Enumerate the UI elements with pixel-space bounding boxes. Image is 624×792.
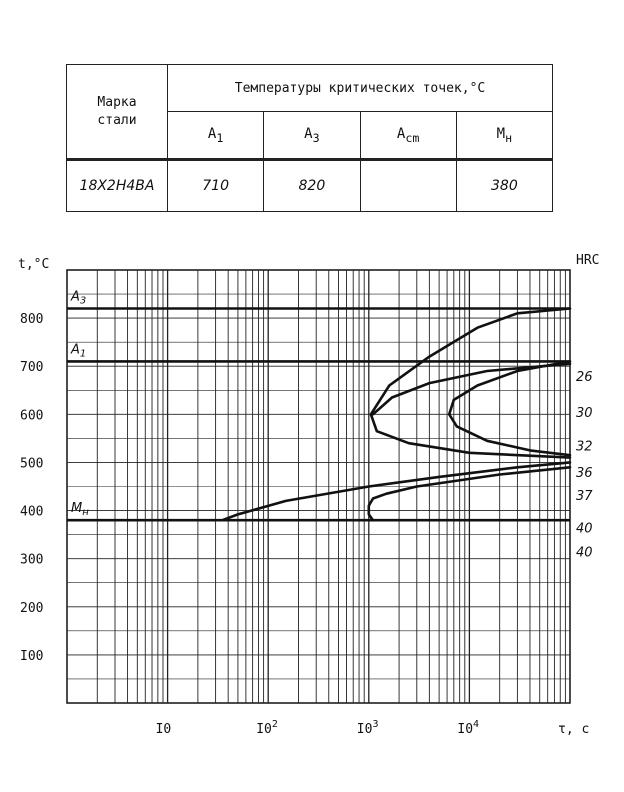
steel-grade-cell: 18Х2Н4ВА: [67, 160, 168, 212]
hardness-label: 26: [576, 369, 593, 385]
y-tick-label: 500: [20, 456, 44, 472]
table-row: [67, 160, 553, 212]
x-tick-label: $I0^2$: [256, 719, 278, 737]
reference-line-label: $A_1$: [71, 342, 87, 360]
y-tick-label: 400: [20, 504, 44, 520]
hardness-label: 32: [576, 439, 593, 455]
x-tick-exponent: 4: [473, 719, 480, 730]
critical-temperatures-header: Температуры критических точек,°С: [168, 65, 553, 112]
x-tick-exponent: 2: [271, 719, 278, 730]
column-a1-sub: 1: [216, 130, 224, 145]
axis-labels: [18, 253, 599, 737]
steel-grade-header-line1: Марка: [97, 94, 137, 110]
x-axis-label: τ, с: [558, 722, 590, 737]
reference-line-label-sub: 1: [79, 348, 87, 360]
reference-line-label: $A_3$: [71, 289, 87, 307]
column-acm: $A_{cm}$: [360, 112, 456, 160]
hardness-label: 36: [576, 466, 593, 482]
y-tick-label: 300: [20, 552, 44, 568]
column-a1: $A_1$: [168, 112, 264, 160]
y-tick-label: 700: [20, 360, 44, 376]
column-acm-sub: cm: [405, 130, 420, 145]
steel-grade-header-line2: стали: [97, 112, 137, 128]
hardness-label: 37: [576, 489, 593, 505]
y-tick-label: 800: [20, 312, 44, 328]
x-tick-label: $I0^3$: [356, 719, 379, 737]
column-mn: $M_н$: [456, 112, 552, 160]
reference-line-label: $M_н$: [71, 501, 89, 519]
y-tick-label: 600: [20, 408, 44, 424]
reference-lines: [67, 289, 570, 520]
column-a3: $A_3$: [264, 112, 360, 160]
hardness-axis-label: HRC: [576, 253, 600, 268]
critical-points-table: [66, 64, 553, 212]
reference-line-label-sub: н: [82, 507, 89, 519]
acm-value: [360, 160, 456, 212]
steel-grade-header: [67, 65, 168, 160]
mn-value: 380: [456, 160, 552, 212]
x-tick-label: I0: [155, 722, 172, 737]
hardness-label: 30: [576, 405, 593, 421]
x-tick-exponent: 3: [372, 719, 379, 730]
grid: [67, 270, 570, 703]
y-tick-label: 200: [20, 600, 44, 616]
a1-value: 710: [168, 160, 264, 212]
reference-line-label-sub: 3: [79, 295, 87, 307]
column-mn-sub: н: [505, 130, 513, 145]
hardness-label: 40: [576, 545, 593, 561]
x-tick-label: $I0^4$: [457, 719, 480, 737]
y-axis-label: t,°C: [18, 257, 50, 272]
a3-value: 820: [264, 160, 360, 212]
hardness-label: 40: [576, 521, 593, 537]
y-tick-label: I00: [20, 648, 44, 664]
column-a3-sub: 3: [312, 130, 320, 145]
ttt-diagram: [0, 230, 624, 770]
